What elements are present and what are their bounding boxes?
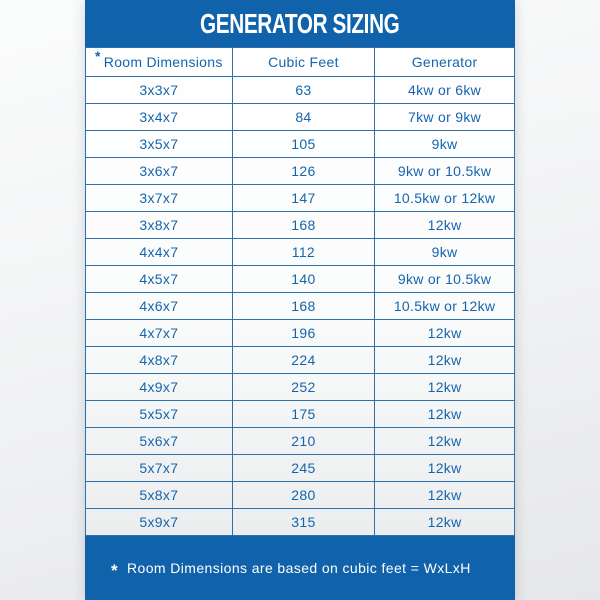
cell-cubic-feet: 315 bbox=[232, 509, 374, 536]
table-row bbox=[86, 185, 515, 212]
cell-generator: 12kw bbox=[375, 320, 515, 347]
generator-sizing-table bbox=[85, 47, 515, 536]
table-row bbox=[86, 212, 515, 239]
asterisk-marker: * bbox=[111, 561, 119, 580]
table-row bbox=[86, 401, 515, 428]
cell-cubic-feet: 224 bbox=[232, 347, 374, 374]
table-row bbox=[86, 347, 515, 374]
cell-generator: 7kw or 9kw bbox=[375, 104, 515, 131]
cell-room-dimensions: 3x3x7 bbox=[86, 77, 233, 104]
header-row bbox=[86, 48, 515, 77]
cell-cubic-feet: 280 bbox=[232, 482, 374, 509]
table-row bbox=[86, 131, 515, 158]
cell-room-dimensions: 4x4x7 bbox=[86, 239, 233, 266]
cell-cubic-feet: 168 bbox=[232, 293, 374, 320]
cell-room-dimensions: 5x6x7 bbox=[86, 428, 233, 455]
table-row bbox=[86, 239, 515, 266]
cell-room-dimensions: 4x6x7 bbox=[86, 293, 233, 320]
cell-generator: 10.5kw or 12kw bbox=[375, 185, 515, 212]
cell-cubic-feet: 252 bbox=[232, 374, 374, 401]
table-row bbox=[86, 293, 515, 320]
cell-room-dimensions: 5x7x7 bbox=[86, 455, 233, 482]
cell-room-dimensions: 3x8x7 bbox=[86, 212, 233, 239]
cell-generator: 12kw bbox=[375, 374, 515, 401]
generator-table-body bbox=[86, 77, 515, 536]
cell-cubic-feet: 126 bbox=[232, 158, 374, 185]
table-row bbox=[86, 77, 515, 104]
table-row bbox=[86, 455, 515, 482]
cell-room-dimensions: 5x8x7 bbox=[86, 482, 233, 509]
table-row bbox=[86, 320, 515, 347]
cell-generator: 9kw bbox=[375, 239, 515, 266]
cell-cubic-feet: 210 bbox=[232, 428, 374, 455]
cell-cubic-feet: 175 bbox=[232, 401, 374, 428]
header-cell-room-dimensions bbox=[86, 48, 233, 77]
cell-generator: 12kw bbox=[375, 347, 515, 374]
cell-generator: 10.5kw or 12kw bbox=[375, 293, 515, 320]
asterisk-marker: * bbox=[95, 48, 101, 65]
generator-sizing-panel bbox=[85, 0, 515, 600]
cell-cubic-feet: 245 bbox=[232, 455, 374, 482]
cell-generator: 4kw or 6kw bbox=[375, 77, 515, 104]
cell-generator: 9kw or 10.5kw bbox=[375, 158, 515, 185]
footnote-text: Room Dimensions are based on cubic feet = WxLxH bbox=[127, 560, 471, 576]
cell-room-dimensions: 4x8x7 bbox=[86, 347, 233, 374]
cell-room-dimensions: 3x5x7 bbox=[86, 131, 233, 158]
cell-generator: 12kw bbox=[375, 509, 515, 536]
cell-room-dimensions: 3x7x7 bbox=[86, 185, 233, 212]
cell-cubic-feet: 63 bbox=[232, 77, 374, 104]
cell-cubic-feet: 84 bbox=[232, 104, 374, 131]
cell-room-dimensions: 4x7x7 bbox=[86, 320, 233, 347]
cell-cubic-feet: 196 bbox=[232, 320, 374, 347]
cell-cubic-feet: 168 bbox=[232, 212, 374, 239]
title-band bbox=[85, 0, 515, 47]
cell-generator: 12kw bbox=[375, 401, 515, 428]
cell-generator: 9kw or 10.5kw bbox=[375, 266, 515, 293]
cell-cubic-feet: 112 bbox=[232, 239, 374, 266]
cell-cubic-feet: 140 bbox=[232, 266, 374, 293]
cell-room-dimensions: 4x9x7 bbox=[86, 374, 233, 401]
table-row bbox=[86, 482, 515, 509]
cell-room-dimensions: 4x5x7 bbox=[86, 266, 233, 293]
header-label-room-dimensions: Room Dimensions bbox=[103, 54, 223, 70]
cell-generator: 12kw bbox=[375, 428, 515, 455]
cell-room-dimensions: 3x4x7 bbox=[86, 104, 233, 131]
table-row bbox=[86, 158, 515, 185]
cell-generator: 9kw bbox=[375, 131, 515, 158]
cell-generator: 12kw bbox=[375, 482, 515, 509]
table-row bbox=[86, 266, 515, 293]
header-cell-cubic-feet: Cubic Feet bbox=[232, 48, 374, 77]
header-cell-generator: Generator bbox=[375, 48, 515, 77]
cell-cubic-feet: 105 bbox=[232, 131, 374, 158]
table-row bbox=[86, 374, 515, 401]
cell-generator: 12kw bbox=[375, 212, 515, 239]
cell-generator: 12kw bbox=[375, 455, 515, 482]
footnote bbox=[85, 536, 515, 600]
cell-room-dimensions: 5x5x7 bbox=[86, 401, 233, 428]
cell-room-dimensions: 5x9x7 bbox=[86, 509, 233, 536]
table-header bbox=[86, 48, 515, 77]
table-row bbox=[86, 509, 515, 536]
cell-cubic-feet: 147 bbox=[232, 185, 374, 212]
table-row bbox=[86, 104, 515, 131]
page-title: GENERATOR SIZING bbox=[200, 7, 400, 39]
cell-room-dimensions: 3x6x7 bbox=[86, 158, 233, 185]
table-row bbox=[86, 428, 515, 455]
